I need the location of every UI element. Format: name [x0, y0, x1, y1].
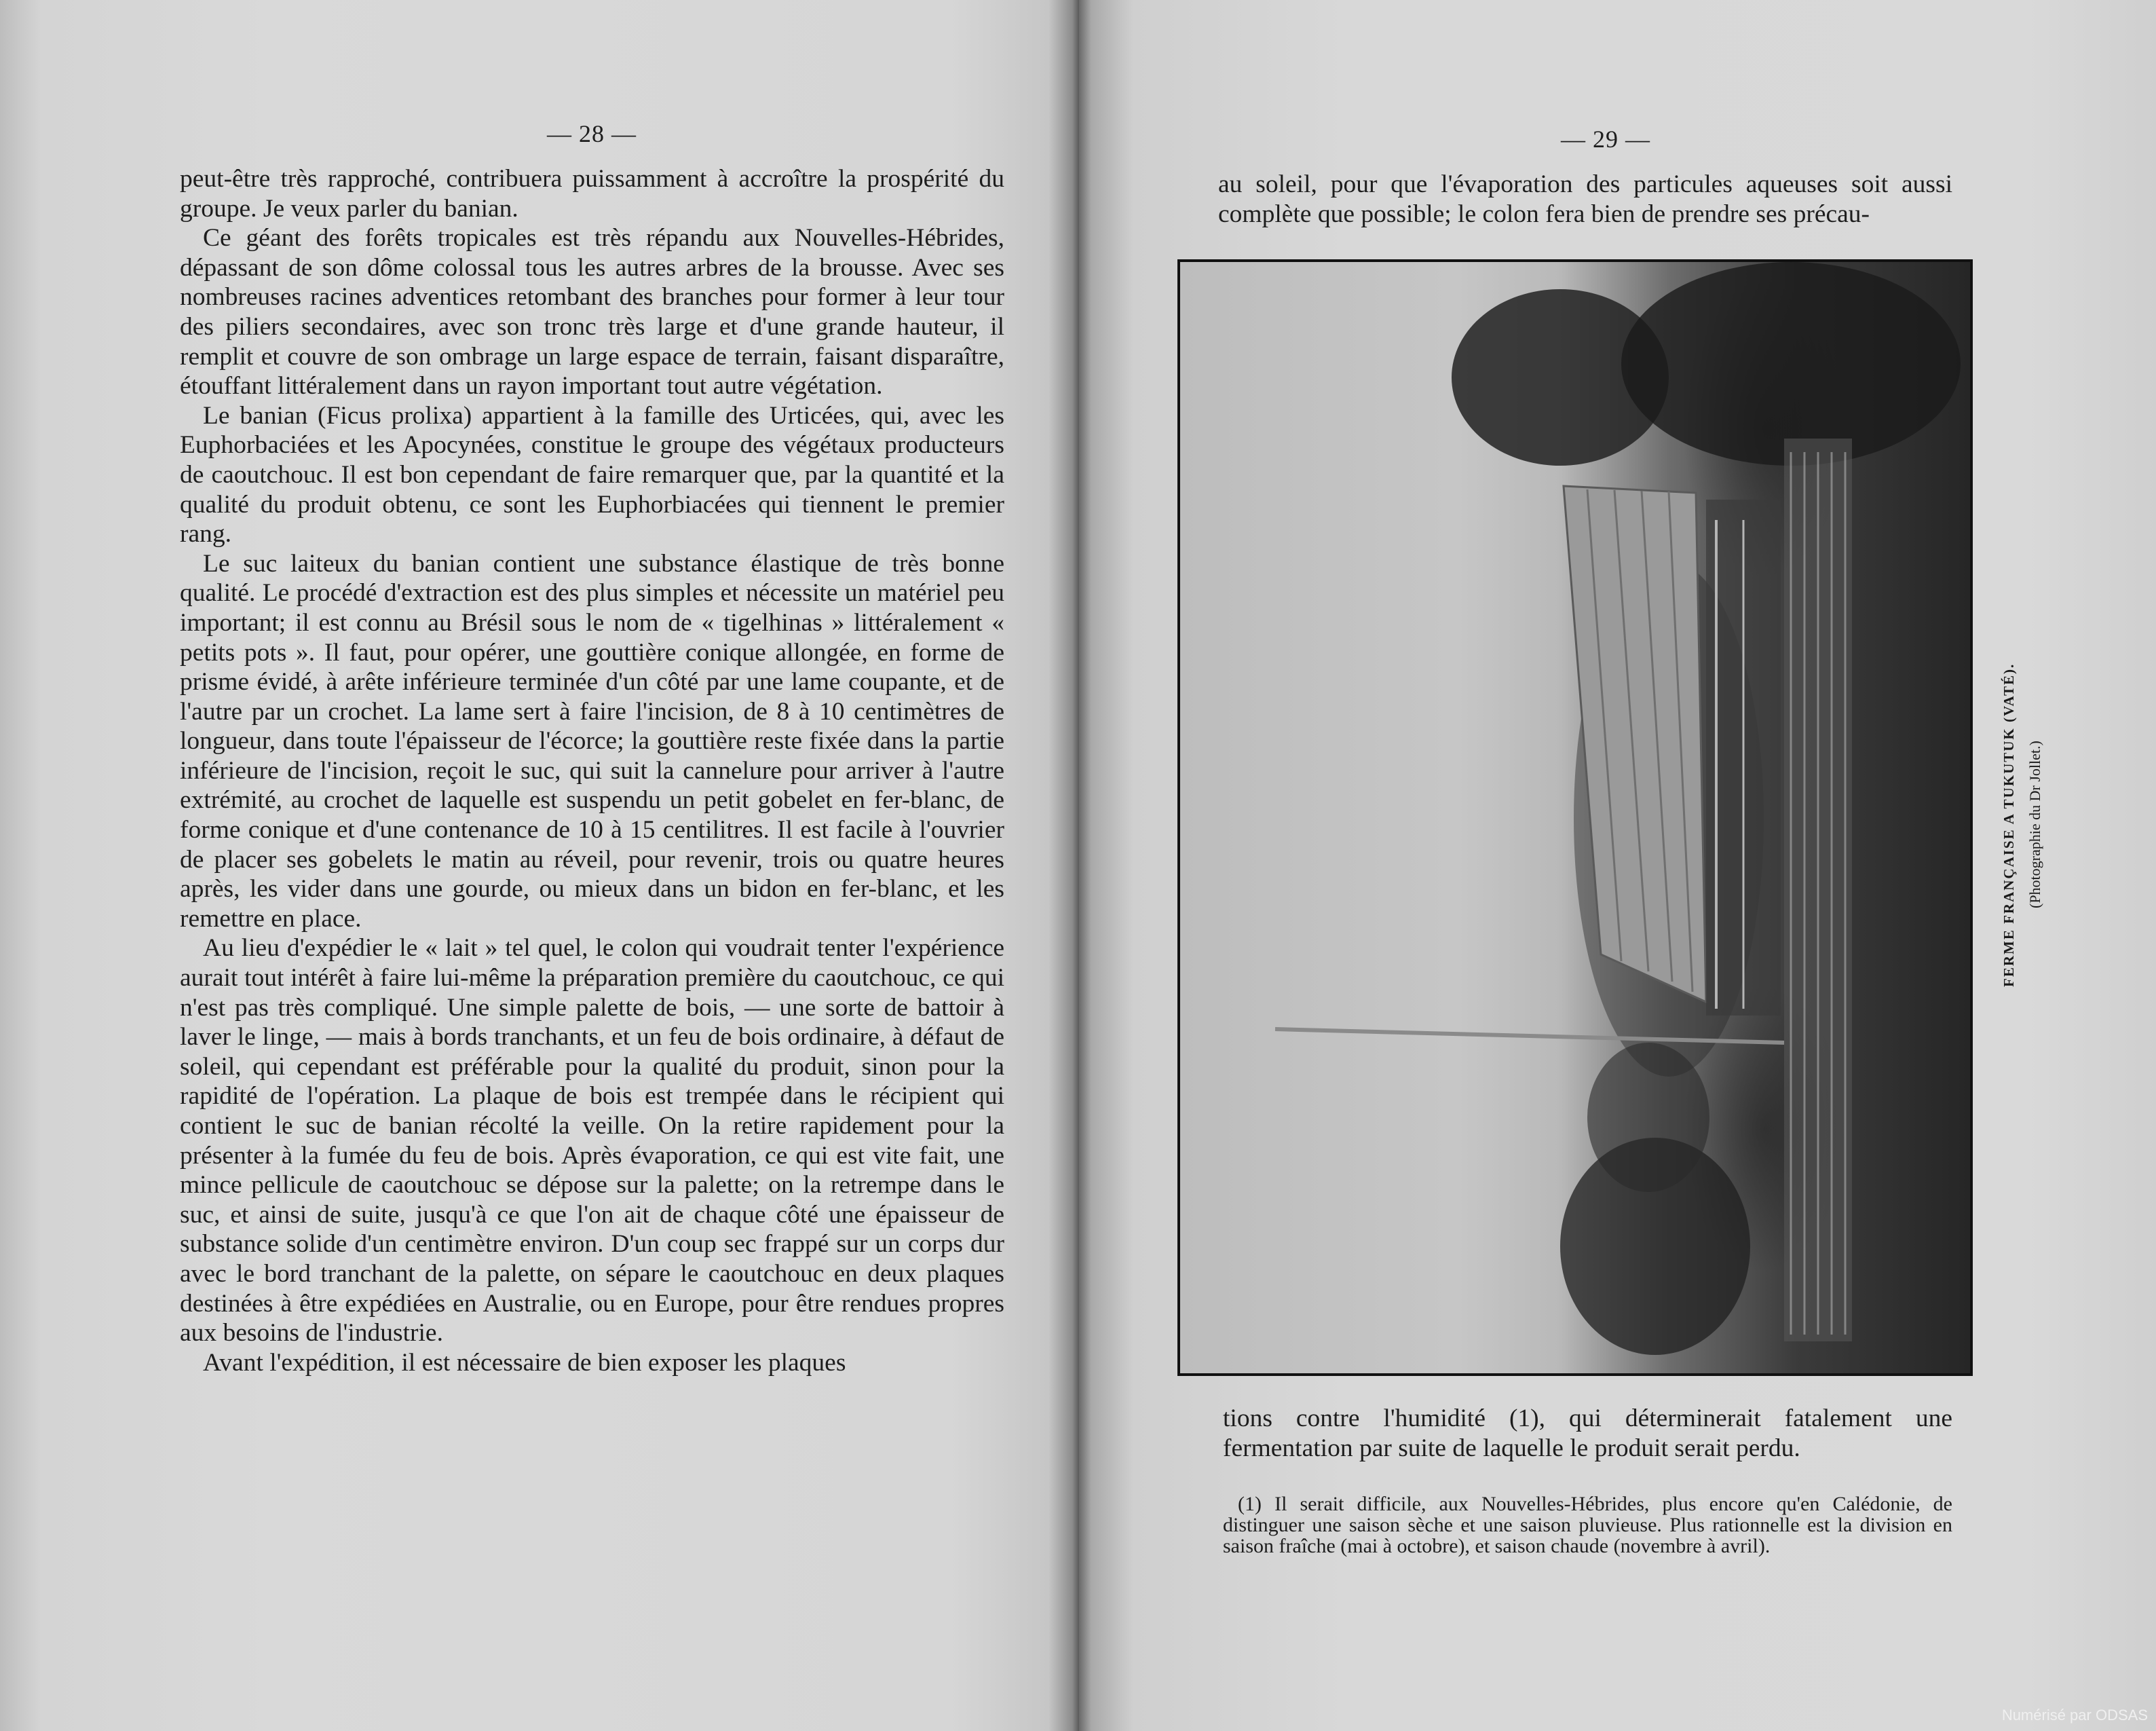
paragraph: Le suc laiteux du banian contient une substance élastique de très bonne qualité. Le procédé d'extraction est des plus simples et nécessite un matériel peu important; il est connu au Brésil sous le nom de « tigelhinas » littéralement « petits pots ». Il faut, pour opérer, une gouttière conique allongée, en forme de prisme évidé, à arête inférieure terminée d'un côté par une lame coupante, et de l'autre par un crochet. La lame sert à faire l'incision, de 8 à 10 centimètres de longueur, dans toute l'épaisseur de l'écorce; la gouttière reste fixée dans la partie inférieure de l'incision, reçoit le suc, qui suit la cannelure pour arriver à l'autre extrémité, au crochet de laquelle est suspendu un petit gobelet en fer-blanc, de forme conique et d'une contenance de 10 à 15 centilitres. Il est facile à l'ouvrier de placer ses gobelets le matin au réveil, pour revenir, trois ou quatre heures après, les vider dans une gourde, ou mieux dans un bidon en fer-blanc, et les remettre en place.	[180, 549, 1004, 933]
paragraph: peut-être très rapproché, contribuera puissamment à accroître la prospérité du groupe. Je veux parler du banian.	[180, 165, 1004, 223]
page-number-right: — 29 —	[1561, 126, 1650, 153]
footnote-text: (1) Il serait difficile, aux Nouvelles-Hébrides, plus encore qu'en Calédonie, de distinguer une saison sèche et une saison pluvieuse. Plus rationnelle est la division en saison fraîche (mai à octobre), et saison chaude (novembre à avril).	[1223, 1493, 1952, 1557]
page-number-left: — 28 —	[547, 120, 637, 147]
scan-credit: Numérisé par ODSAS	[2001, 1707, 2148, 1724]
farm-scene-drawing	[1180, 262, 1970, 1373]
right-page-text-bottom	[1223, 1404, 1952, 1463]
paragraph: Le banian (Ficus prolixa) appartient à la famille des Urticées, qui, avec les Euphorbaciées et les Apocynées, constitue le groupe des végétaux producteurs de caoutchouc. Il est bon cependant de faire remarquer que, par la quantité et la qualité du produit obtenu, ce sont les Euphorbiacées qui tiennent le premier rang.	[180, 401, 1004, 548]
photo-credit: (Photographie du Dr Jollet.)	[2026, 741, 2043, 909]
left-page-body	[180, 164, 1004, 1377]
right-page	[1079, 0, 2156, 1731]
photo-caption: FERME FRANÇAISE A TUKUTUK (VATÉ).	[2001, 663, 2017, 987]
footnote	[1223, 1493, 1952, 1557]
farm-photograph	[1177, 259, 1973, 1376]
right-page-text-top	[1218, 170, 1952, 229]
paragraph: Ce géant des forêts tropicales est très répandu aux Nouvelles-Hébrides, dépassant de son dôme colossal tous les autres arbres de la brousse. Avec ses nombreuses racines adventices retombant des branches pour former à leur tour des piliers secondaires, avec son tronc très large et d'une grande hauteur, il remplit et couvre de son ombrage un large espace de terrain, faisant disparaître, étouffant littéralement dans un rayon important tout autre végétation.	[180, 224, 1004, 401]
paragraph: tions contre l'humidité (1), qui déterminerait fatalement une fermentation par suite de laquelle le produit serait perdu.	[1223, 1404, 1952, 1462]
paragraph: au soleil, pour que l'évaporation des particules aqueuses soit aussi complète que possible; le colon fera bien de prendre ses précau-	[1218, 170, 1952, 228]
paragraph: Au lieu d'expédier le « lait » tel quel, le colon qui voudrait tenter l'expérience aurait tout intérêt à faire lui-même la préparation première du caoutchouc, ce qui n'est pas très compliqué. Une simple palette de bois, — une sorte de battoir à laver le linge, — mais à bords tranchants, et un feu de bois ordinaire, à défaut de soleil, qui cependant est préférable pour la qualité du produit, sinon pour la rapidité de l'opération. La plaque de bois est trempée dans le récipient qui contient le suc de banian récolté la veille. On la retire rapidement pour la présenter à la fumée du feu de bois. Après évaporation, ce qui est vite fait, une mince pellicule de caoutchouc se dépose sur la palette; on la retrempe dans le suc, et ainsi de suite, jusqu'à ce que l'on ait de chaque côté une épaisseur de substance solide d'un centimètre environ. D'un coup sec frappé sur un corps dur avec le bord tranchant de la palette, on sépare le caoutchouc en deux plaques destinées à être expédiées en Australie, ou en Europe, pour être rendues propres aux besoins de l'industrie.	[180, 934, 1004, 1347]
paragraph: Avant l'expédition, il est nécessaire de bien exposer les plaques	[203, 1348, 846, 1377]
